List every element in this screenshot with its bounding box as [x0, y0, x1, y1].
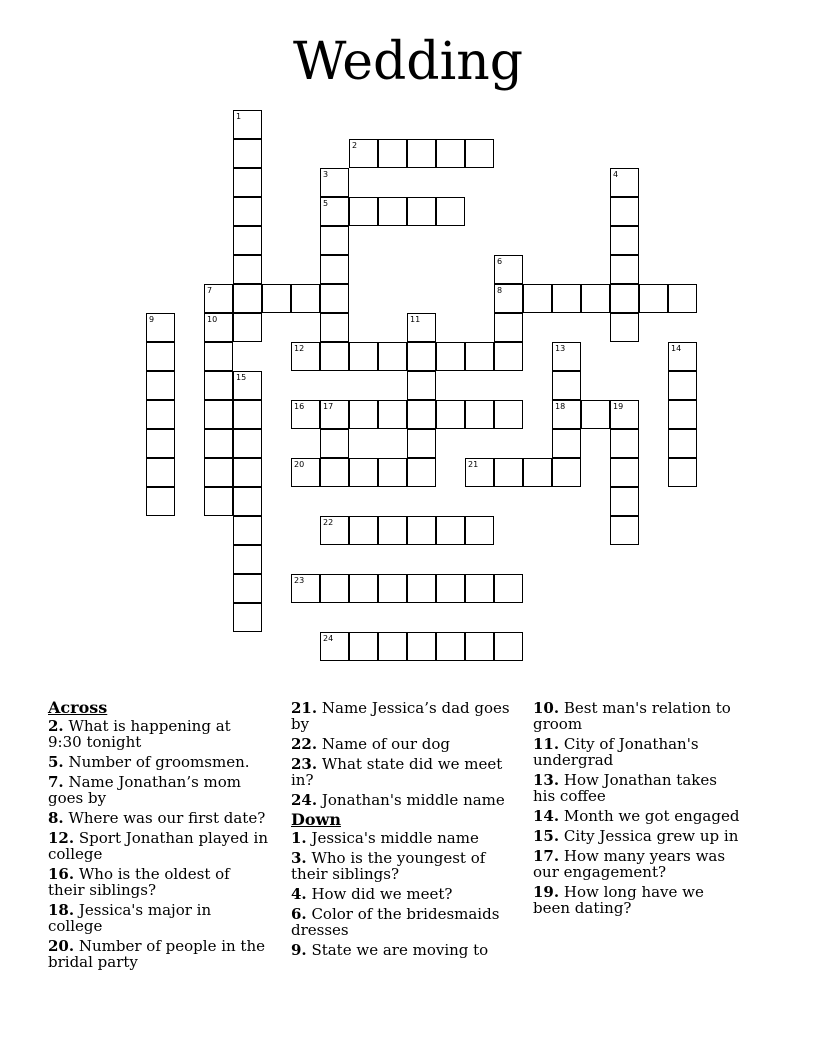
cell-number: 1 — [236, 112, 242, 121]
clue-text: Who is the youngest of their siblings? — [291, 849, 486, 883]
clue-number: 19. — [533, 883, 560, 901]
clue-text: Best man's relation to groom — [533, 699, 731, 733]
grid-cell[interactable] — [465, 342, 494, 371]
cell-number: 6 — [497, 257, 503, 266]
grid-cell[interactable] — [494, 255, 523, 284]
grid-cell[interactable] — [320, 313, 349, 342]
grid-cell[interactable] — [610, 284, 639, 313]
cell-number: 19 — [613, 402, 624, 411]
cell-number: 24 — [323, 634, 334, 643]
cell-number: 23 — [294, 576, 305, 585]
grid-cell[interactable] — [146, 487, 175, 516]
grid-cell[interactable] — [233, 197, 262, 226]
cell-number: 14 — [671, 344, 682, 353]
grid-cell[interactable] — [436, 632, 465, 661]
grid-cell[interactable] — [378, 516, 407, 545]
clue-item — [533, 884, 743, 916]
clue-item — [48, 902, 268, 934]
grid-cell[interactable] — [610, 313, 639, 342]
cell-number: 3 — [323, 170, 329, 179]
clue-number: 2. — [48, 717, 64, 735]
clue-text: Where was our first date? — [63, 809, 266, 827]
cell-number: 7 — [207, 286, 213, 295]
clue-item — [48, 866, 268, 898]
grid-cell[interactable] — [465, 400, 494, 429]
grid-cell[interactable] — [494, 342, 523, 371]
grid-cell[interactable] — [610, 429, 639, 458]
grid-cell[interactable] — [407, 632, 436, 661]
grid-cell[interactable] — [436, 197, 465, 226]
clue-item — [48, 810, 268, 826]
clue-number: 4. — [291, 885, 307, 903]
grid-cell[interactable] — [378, 139, 407, 168]
grid-cell[interactable] — [320, 400, 349, 429]
grid-cell[interactable] — [233, 284, 262, 313]
grid-cell[interactable] — [146, 400, 175, 429]
clue-number: 6. — [291, 905, 307, 923]
cell-number: 4 — [613, 170, 619, 179]
clue-number: 7. — [48, 773, 64, 791]
grid-cell[interactable] — [610, 458, 639, 487]
grid-cell[interactable] — [436, 516, 465, 545]
grid-cell[interactable] — [436, 574, 465, 603]
grid-cell[interactable] — [465, 574, 494, 603]
grid-cell[interactable] — [610, 516, 639, 545]
grid-cell[interactable] — [668, 458, 697, 487]
clue-number: 17. — [533, 847, 560, 865]
grid-cell[interactable] — [233, 226, 262, 255]
grid-cell[interactable] — [233, 574, 262, 603]
grid-cell[interactable] — [610, 168, 639, 197]
clue-number: 13. — [533, 771, 560, 789]
grid-cell[interactable] — [233, 458, 262, 487]
grid-cell[interactable] — [494, 458, 523, 487]
grid-cell[interactable] — [291, 400, 320, 429]
grid-cell[interactable] — [320, 168, 349, 197]
grid-cell[interactable] — [378, 342, 407, 371]
grid-cell[interactable] — [349, 400, 378, 429]
grid-cell[interactable] — [349, 197, 378, 226]
grid-cell[interactable] — [146, 429, 175, 458]
clue-item — [291, 830, 523, 846]
grid-cell[interactable] — [233, 313, 262, 342]
grid-cell[interactable] — [233, 545, 262, 574]
clue-number: 11. — [533, 735, 560, 753]
grid-cell[interactable] — [494, 313, 523, 342]
clues-column-3 — [533, 700, 743, 920]
grid-cell[interactable] — [204, 429, 233, 458]
grid-cell[interactable] — [349, 516, 378, 545]
clue-item — [291, 886, 523, 902]
grid-cell[interactable] — [668, 400, 697, 429]
grid-cell[interactable] — [233, 139, 262, 168]
cell-number: 15 — [236, 373, 247, 382]
grid-cell[interactable] — [378, 197, 407, 226]
grid-cell[interactable] — [204, 458, 233, 487]
grid-cell[interactable] — [320, 574, 349, 603]
clue-number: 3. — [291, 849, 307, 867]
clue-text: What is happening at 9:30 tonight — [48, 717, 231, 751]
clues-column-1 — [48, 700, 268, 974]
clue-item — [291, 756, 523, 788]
grid-cell[interactable] — [639, 284, 668, 313]
grid-cell[interactable] — [320, 632, 349, 661]
clue-text: What state did we meet in? — [291, 755, 503, 789]
grid-cell[interactable] — [668, 429, 697, 458]
clue-item — [48, 830, 268, 862]
grid-cell[interactable] — [436, 139, 465, 168]
clue-text: How Jonathan takes his coffee — [533, 771, 717, 805]
grid-cell[interactable] — [291, 458, 320, 487]
grid-cell[interactable] — [552, 429, 581, 458]
grid-cell[interactable] — [233, 400, 262, 429]
grid-cell[interactable] — [204, 284, 233, 313]
grid-cell[interactable] — [494, 574, 523, 603]
cell-number: 5 — [323, 199, 329, 208]
grid-cell[interactable] — [465, 632, 494, 661]
grid-cell[interactable] — [610, 487, 639, 516]
grid-cell[interactable] — [407, 429, 436, 458]
grid-cell[interactable] — [494, 400, 523, 429]
clue-item — [48, 774, 268, 806]
clue-number: 10. — [533, 699, 560, 717]
clue-text: Who is the oldest of their siblings? — [48, 865, 230, 899]
clue-text: Name Jonathan’s mom goes by — [48, 773, 242, 807]
grid-cell[interactable] — [668, 371, 697, 400]
grid-cell[interactable] — [204, 400, 233, 429]
clue-number: 24. — [291, 791, 318, 809]
grid-cell[interactable] — [610, 197, 639, 226]
grid-cell[interactable] — [436, 342, 465, 371]
cell-number: 10 — [207, 315, 218, 324]
cell-number: 16 — [294, 402, 305, 411]
grid-cell[interactable] — [320, 197, 349, 226]
grid-cell[interactable] — [233, 487, 262, 516]
cell-number: 20 — [294, 460, 305, 469]
grid-cell[interactable] — [407, 342, 436, 371]
grid-cell[interactable] — [465, 458, 494, 487]
clue-number: 12. — [48, 829, 75, 847]
grid-cell[interactable] — [233, 603, 262, 632]
clue-text: Number of people in the bridal party — [48, 937, 266, 971]
clue-item — [291, 736, 523, 752]
grid-cell[interactable] — [465, 516, 494, 545]
grid-cell[interactable] — [378, 574, 407, 603]
grid-cell[interactable] — [262, 284, 291, 313]
clue-item — [533, 736, 743, 768]
grid-cell[interactable] — [610, 400, 639, 429]
grid-cell[interactable] — [320, 342, 349, 371]
grid-cell[interactable] — [320, 516, 349, 545]
clue-text: How many years was our engagement? — [533, 847, 726, 881]
grid-cell[interactable] — [204, 487, 233, 516]
grid-cell[interactable] — [320, 458, 349, 487]
grid-cell[interactable] — [407, 371, 436, 400]
clue-number: 1. — [291, 829, 307, 847]
grid-cell[interactable] — [552, 342, 581, 371]
grid-cell[interactable] — [349, 632, 378, 661]
grid-cell[interactable] — [378, 400, 407, 429]
cell-number: 12 — [294, 344, 305, 353]
grid-cell[interactable] — [146, 313, 175, 342]
grid-cell[interactable] — [378, 632, 407, 661]
cell-number: 18 — [555, 402, 566, 411]
grid-cell[interactable] — [146, 458, 175, 487]
cell-number: 11 — [410, 315, 421, 324]
grid-cell[interactable] — [320, 226, 349, 255]
grid-cell[interactable] — [291, 574, 320, 603]
clue-text: Month we got engaged — [559, 807, 740, 825]
clue-text: State we are moving to — [306, 941, 489, 959]
down-heading: Down — [291, 810, 341, 829]
grid-cell[interactable] — [146, 342, 175, 371]
clue-text: Jessica's middle name — [306, 829, 479, 847]
clue-number: 21. — [291, 699, 318, 717]
grid-cell[interactable] — [407, 574, 436, 603]
grid-cell[interactable] — [204, 371, 233, 400]
puzzle-title: Wedding — [293, 32, 523, 92]
cell-number: 21 — [468, 460, 479, 469]
clue-number: 22. — [291, 735, 318, 753]
grid-cell[interactable] — [291, 342, 320, 371]
clue-text: Sport Jonathan played in college — [48, 829, 268, 863]
grid-cell[interactable] — [233, 168, 262, 197]
grid-cell[interactable] — [378, 458, 407, 487]
grid-cell[interactable] — [407, 458, 436, 487]
grid-cell[interactable] — [233, 371, 262, 400]
grid-cell[interactable] — [349, 342, 378, 371]
clue-number: 14. — [533, 807, 560, 825]
grid-cell[interactable] — [494, 632, 523, 661]
cell-number: 17 — [323, 402, 334, 411]
grid-cell[interactable] — [320, 255, 349, 284]
clue-item — [291, 700, 523, 732]
grid-cell[interactable] — [610, 226, 639, 255]
grid-cell[interactable] — [407, 313, 436, 342]
grid-cell[interactable] — [349, 139, 378, 168]
grid-cell[interactable] — [349, 574, 378, 603]
grid-cell[interactable] — [349, 458, 378, 487]
clue-number: 5. — [48, 753, 64, 771]
clue-item — [533, 848, 743, 880]
grid-cell[interactable] — [610, 255, 639, 284]
grid-cell[interactable] — [668, 284, 697, 313]
clue-item — [533, 828, 743, 844]
grid-cell[interactable] — [320, 429, 349, 458]
grid-cell[interactable] — [494, 284, 523, 313]
clue-text: How did we meet? — [306, 885, 453, 903]
clue-number: 23. — [291, 755, 318, 773]
clue-number: 8. — [48, 809, 64, 827]
clue-item — [533, 772, 743, 804]
grid-cell[interactable] — [523, 284, 552, 313]
grid-cell[interactable] — [668, 342, 697, 371]
clue-item — [291, 850, 523, 882]
grid-cell[interactable] — [146, 371, 175, 400]
grid-cell[interactable] — [581, 400, 610, 429]
clue-item — [533, 808, 743, 824]
clues-column-2 — [291, 700, 523, 962]
grid-cell[interactable] — [233, 110, 262, 139]
clue-text: Name of our dog — [317, 735, 451, 753]
clue-item — [291, 906, 523, 938]
grid-cell[interactable] — [204, 313, 233, 342]
grid-cell[interactable] — [233, 255, 262, 284]
grid-cell[interactable] — [552, 458, 581, 487]
clue-number: 18. — [48, 901, 75, 919]
cell-number: 8 — [497, 286, 503, 295]
cell-number: 9 — [149, 315, 155, 324]
clue-item — [48, 938, 268, 970]
clue-text: Jonathan's middle name — [317, 791, 505, 809]
clue-text: Color of the bridesmaids dresses — [291, 905, 500, 939]
grid-cell[interactable] — [233, 516, 262, 545]
clue-text: Number of groomsmen. — [63, 753, 250, 771]
cell-number: 22 — [323, 518, 334, 527]
grid-cell[interactable] — [291, 284, 320, 313]
clue-item — [48, 754, 268, 770]
clue-item — [291, 792, 523, 808]
grid-cell[interactable] — [436, 400, 465, 429]
clue-number: 20. — [48, 937, 75, 955]
clue-text: City of Jonathan's undergrad — [533, 735, 699, 769]
grid-cell[interactable] — [233, 429, 262, 458]
grid-cell[interactable] — [552, 400, 581, 429]
grid-cell[interactable] — [407, 400, 436, 429]
grid-cell[interactable] — [523, 458, 552, 487]
clue-text: City Jessica grew up in — [559, 827, 739, 845]
clue-number: 9. — [291, 941, 307, 959]
grid-cell[interactable] — [407, 516, 436, 545]
grid-cell[interactable] — [465, 139, 494, 168]
clue-item — [533, 700, 743, 732]
clue-item — [48, 718, 268, 750]
grid-cell[interactable] — [552, 284, 581, 313]
clue-text: Jessica's major in college — [48, 901, 212, 935]
grid-cell[interactable] — [552, 371, 581, 400]
grid-cell[interactable] — [320, 284, 349, 313]
grid-cell[interactable] — [407, 139, 436, 168]
cell-number: 13 — [555, 344, 566, 353]
clue-number: 15. — [533, 827, 560, 845]
clue-item — [291, 942, 523, 958]
clue-text: Name Jessica’s dad goes by — [291, 699, 510, 733]
across-heading: Across — [48, 698, 108, 717]
clue-number: 16. — [48, 865, 75, 883]
grid-cell[interactable] — [581, 284, 610, 313]
clue-text: How long have we been dating? — [533, 883, 704, 917]
cell-number: 2 — [352, 141, 358, 150]
grid-cell[interactable] — [204, 342, 233, 371]
grid-cell[interactable] — [407, 197, 436, 226]
